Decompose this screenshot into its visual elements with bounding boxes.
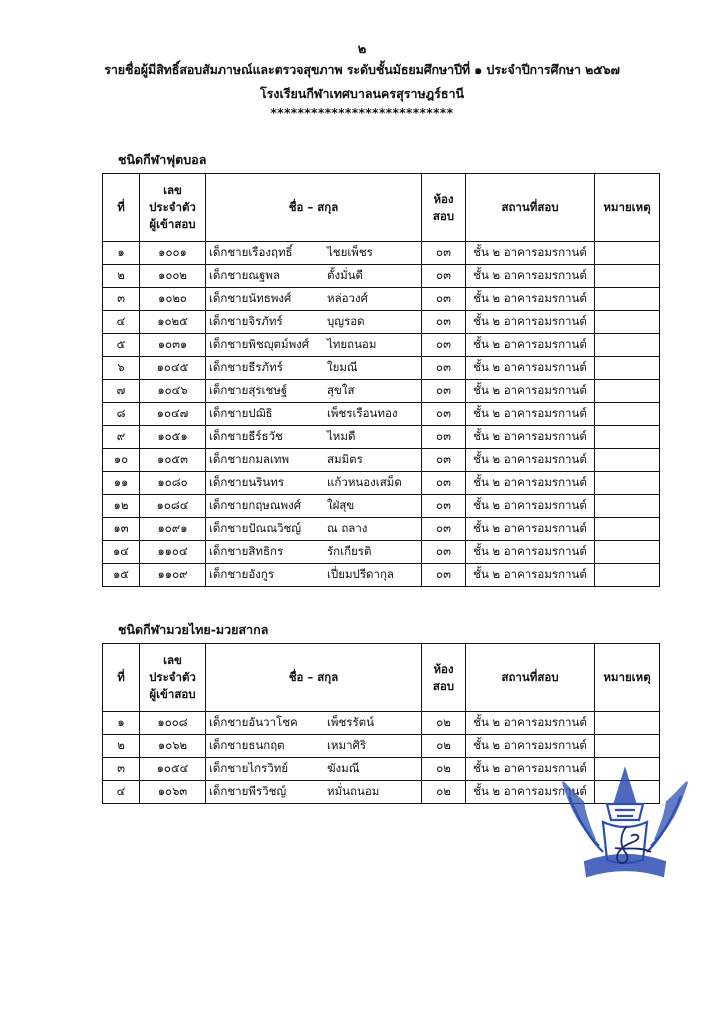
table-row bbox=[103, 288, 660, 311]
section-title-boxing: ชนิดกีฬามวยไทย-มวยสากล bbox=[118, 622, 269, 637]
table-row bbox=[103, 380, 660, 403]
exam-location: ชั้น ๒ อาคารอมรกานต์ bbox=[466, 712, 595, 735]
candidate-first-name: เด็กชายนัทธพงศ์ bbox=[209, 291, 292, 305]
candidate-last-name: เปี่ยมปรีดากุล bbox=[327, 567, 394, 581]
exam-room: ๐๒ bbox=[422, 781, 466, 804]
exam-room: ๐๓ bbox=[422, 518, 466, 541]
row-number: ๗ bbox=[103, 380, 140, 403]
candidate-name bbox=[206, 781, 422, 804]
remark-cell bbox=[595, 380, 660, 403]
exam-location: ชั้น ๒ อาคารอมรกานต์ bbox=[466, 242, 595, 265]
candidate-first-name: เด็กชายธีร์ธวัช bbox=[209, 429, 283, 443]
exam-room: ๐๓ bbox=[422, 403, 466, 426]
candidate-last-name: ใยมณี bbox=[327, 360, 358, 374]
exam-room: ๐๓ bbox=[422, 449, 466, 472]
exam-location: ชั้น ๒ อาคารอมรกานต์ bbox=[466, 518, 595, 541]
candidate-first-name: เด็กชายกฤษณพงศ์ bbox=[209, 498, 302, 512]
table-row bbox=[103, 495, 660, 518]
candidate-name bbox=[206, 357, 422, 380]
table-row bbox=[103, 735, 660, 758]
exam-location: ชั้น ๒ อาคารอมรกานต์ bbox=[466, 380, 595, 403]
remark-cell bbox=[595, 495, 660, 518]
candidate-first-name: เด็กชายพิชญุตม์พงศ์ bbox=[209, 337, 310, 351]
candidate-id: ๑๐๔๖ bbox=[140, 380, 206, 403]
candidate-id: ๑๐๖๓ bbox=[140, 781, 206, 804]
candidate-last-name: ณ ถลาง bbox=[327, 521, 368, 535]
remark-cell bbox=[595, 357, 660, 380]
remark-cell bbox=[595, 403, 660, 426]
candidate-id: ๑๐๕๔ bbox=[140, 758, 206, 781]
remark-cell bbox=[595, 518, 660, 541]
candidate-last-name: ไหมดี bbox=[327, 429, 356, 443]
candidate-first-name: เด็กชายเรืองฤทธิ์ bbox=[209, 245, 293, 259]
section-title-football: ชนิดกีฬาฟุตบอล bbox=[118, 152, 207, 167]
remark-cell bbox=[595, 472, 660, 495]
exam-room: ๐๓ bbox=[422, 357, 466, 380]
candidate-id: ๑๑๐๔ bbox=[140, 541, 206, 564]
col-header-remark: หมายเหตุ bbox=[595, 644, 660, 712]
row-number: ๓ bbox=[103, 758, 140, 781]
table-row bbox=[103, 518, 660, 541]
candidate-last-name: เพ็ชรเรือนทอง bbox=[327, 406, 398, 420]
row-number: ๑๓ bbox=[103, 518, 140, 541]
candidate-id: ๑๐๐๑ bbox=[140, 242, 206, 265]
exam-room: ๐๓ bbox=[422, 564, 466, 587]
football-rows bbox=[103, 242, 660, 587]
exam-location: ชั้น ๒ อาคารอมรกานต์ bbox=[466, 449, 595, 472]
col-header-location: สถานที่สอบ bbox=[466, 644, 595, 712]
row-number: ๑๕ bbox=[103, 564, 140, 587]
exam-location: ชั้น ๒ อาคารอมรกานต์ bbox=[466, 472, 595, 495]
candidate-first-name: เด็กชายพีรวิชญ์ bbox=[209, 784, 287, 798]
candidate-name bbox=[206, 380, 422, 403]
candidate-first-name: เด็กชายสุรเชษฐ์ bbox=[209, 383, 288, 397]
exam-room: ๐๓ bbox=[422, 541, 466, 564]
remark-cell bbox=[595, 311, 660, 334]
candidate-last-name: แก้วหนองเสม็ด bbox=[327, 475, 402, 489]
candidate-name bbox=[206, 311, 422, 334]
candidate-last-name: ฆังมณี bbox=[327, 761, 360, 775]
row-number: ๒ bbox=[103, 265, 140, 288]
candidate-name bbox=[206, 265, 422, 288]
table-row bbox=[103, 357, 660, 380]
col-header-id: เลข ประจำตัว ผู้เข้าสอบ bbox=[140, 174, 206, 242]
row-number: ๔ bbox=[103, 311, 140, 334]
candidate-last-name: รักเกียรติ bbox=[327, 544, 372, 558]
exam-location: ชั้น ๒ อาคารอมรกานต์ bbox=[466, 735, 595, 758]
candidate-name bbox=[206, 334, 422, 357]
exam-room: ๐๓ bbox=[422, 311, 466, 334]
row-number: ๒ bbox=[103, 735, 140, 758]
col-header-name: ชื่อ – สกุล bbox=[206, 174, 422, 242]
exam-location: ชั้น ๒ อาคารอมรกานต์ bbox=[466, 334, 595, 357]
candidate-last-name: บุญรอด bbox=[327, 314, 365, 328]
row-number: ๘ bbox=[103, 403, 140, 426]
remark-cell bbox=[595, 564, 660, 587]
exam-location: ชั้น ๒ อาคารอมรกานต์ bbox=[466, 288, 595, 311]
remark-cell bbox=[595, 265, 660, 288]
candidate-first-name: เด็กชายธนกฤต bbox=[209, 738, 285, 752]
document-title: รายชื่อผู้มีสิทธิ์สอบสัมภาษณ์และตรวจสุขภาพ ระดับชั้นมัธยมศึกษาปีที่ ๑ ประจำปีการศึกษา ๒๕๖๗ bbox=[104, 62, 620, 77]
exam-room: ๐๒ bbox=[422, 712, 466, 735]
candidate-id: ๑๐๒๐ bbox=[140, 288, 206, 311]
exam-location: ชั้น ๒ อาคารอมรกานต์ bbox=[466, 495, 595, 518]
candidate-id: ๑๑๐๙ bbox=[140, 564, 206, 587]
candidate-name bbox=[206, 758, 422, 781]
exam-room: ๐๓ bbox=[422, 265, 466, 288]
candidate-id: ๑๐๕๓ bbox=[140, 449, 206, 472]
exam-location: ชั้น ๒ อาคารอมรกานต์ bbox=[466, 758, 595, 781]
candidate-id: ๑๐๔๗ bbox=[140, 403, 206, 426]
table-row bbox=[103, 472, 660, 495]
school-seal-icon bbox=[555, 762, 695, 892]
candidate-name bbox=[206, 495, 422, 518]
row-number: ๑๒ bbox=[103, 495, 140, 518]
row-number: ๔ bbox=[103, 781, 140, 804]
candidate-id: ๑๐๙๑ bbox=[140, 518, 206, 541]
row-number: ๖ bbox=[103, 357, 140, 380]
row-number: ๑ bbox=[103, 712, 140, 735]
exam-room: ๐๓ bbox=[422, 242, 466, 265]
candidate-last-name: เหมาศิริ bbox=[327, 738, 367, 752]
table-row bbox=[103, 426, 660, 449]
row-number: ๓ bbox=[103, 288, 140, 311]
exam-room: ๐๓ bbox=[422, 472, 466, 495]
candidate-id: ๑๐๔๕ bbox=[140, 357, 206, 380]
row-number: ๑๑ bbox=[103, 472, 140, 495]
candidate-last-name: ใฝ่สุข bbox=[327, 498, 355, 512]
row-number: ๑๔ bbox=[103, 541, 140, 564]
candidate-last-name: ไทยถนอม bbox=[327, 337, 377, 351]
table-row bbox=[103, 334, 660, 357]
col-header-id: เลข ประจำตัว ผู้เข้าสอบ bbox=[140, 644, 206, 712]
remark-cell bbox=[595, 712, 660, 735]
exam-location: ชั้น ๒ อาคารอมรกานต์ bbox=[466, 564, 595, 587]
candidate-name bbox=[206, 518, 422, 541]
candidate-first-name: เด็กชายจิรภัทร์ bbox=[209, 314, 283, 328]
col-header-no: ที่ bbox=[103, 174, 140, 242]
football-table bbox=[102, 173, 660, 587]
remark-cell bbox=[595, 242, 660, 265]
col-header-room: ห้อง สอบ bbox=[422, 644, 466, 712]
exam-location: ชั้น ๒ อาคารอมรกานต์ bbox=[466, 541, 595, 564]
candidate-first-name: เด็กชายปัณณวิชญ์ bbox=[209, 521, 302, 535]
col-header-no: ที่ bbox=[103, 644, 140, 712]
remark-cell bbox=[595, 541, 660, 564]
candidate-last-name: เพ็ชรรัตน์ bbox=[327, 715, 374, 729]
candidate-name bbox=[206, 541, 422, 564]
table-row bbox=[103, 403, 660, 426]
exam-room: ๐๒ bbox=[422, 758, 466, 781]
remark-cell bbox=[595, 735, 660, 758]
remark-cell bbox=[595, 288, 660, 311]
candidate-last-name: หมั่นถนอม bbox=[327, 784, 380, 798]
candidate-first-name: เด็กชายกมลเทพ bbox=[209, 452, 290, 466]
candidate-last-name: ตั้งมั่นดี bbox=[327, 268, 363, 282]
candidate-last-name: สมมิตร bbox=[327, 452, 363, 466]
col-header-name: ชื่อ – สกุล bbox=[206, 644, 422, 712]
exam-room: ๐๓ bbox=[422, 380, 466, 403]
candidate-name bbox=[206, 426, 422, 449]
page-number: ๒ bbox=[357, 42, 367, 57]
row-number: ๕ bbox=[103, 334, 140, 357]
exam-location: ชั้น ๒ อาคารอมรกานต์ bbox=[466, 265, 595, 288]
candidate-first-name: เด็กชายณฐพล bbox=[209, 268, 281, 282]
table-row bbox=[103, 265, 660, 288]
table-row bbox=[103, 712, 660, 735]
remark-cell bbox=[595, 449, 660, 472]
candidate-id: ๑๐๘๔ bbox=[140, 495, 206, 518]
table-row bbox=[103, 541, 660, 564]
exam-location: ชั้น ๒ อาคารอมรกานต์ bbox=[466, 781, 595, 804]
candidate-id: ๑๐๘๐ bbox=[140, 472, 206, 495]
candidate-id: ๑๐๐๘ bbox=[140, 712, 206, 735]
exam-room: ๐๓ bbox=[422, 334, 466, 357]
candidate-last-name: สุขใส bbox=[327, 383, 355, 397]
candidate-name bbox=[206, 472, 422, 495]
col-header-location: สถานที่สอบ bbox=[466, 174, 595, 242]
candidate-id: ๑๐๒๕ bbox=[140, 311, 206, 334]
row-number: ๙ bbox=[103, 426, 140, 449]
candidate-id: ๑๐๕๑ bbox=[140, 426, 206, 449]
exam-location: ชั้น ๒ อาคารอมรกานต์ bbox=[466, 403, 595, 426]
row-number: ๑ bbox=[103, 242, 140, 265]
candidate-first-name: เด็กชายอันวาโชค bbox=[209, 715, 298, 729]
table-row bbox=[103, 242, 660, 265]
candidate-name bbox=[206, 564, 422, 587]
exam-room: ๐๓ bbox=[422, 426, 466, 449]
candidate-id: ๑๐๐๒ bbox=[140, 265, 206, 288]
candidate-last-name: ไชยเพ็ชร bbox=[327, 245, 373, 259]
candidate-first-name: เด็กชายนรินทร bbox=[209, 475, 285, 489]
exam-room: ๐๓ bbox=[422, 288, 466, 311]
col-header-room: ห้อง สอบ bbox=[422, 174, 466, 242]
exam-location: ชั้น ๒ อาคารอมรกานต์ bbox=[466, 357, 595, 380]
candidate-id: ๑๐๖๒ bbox=[140, 735, 206, 758]
candidate-name bbox=[206, 712, 422, 735]
exam-room: ๐๓ bbox=[422, 495, 466, 518]
candidate-first-name: เด็กชายธีรภัทร์ bbox=[209, 360, 283, 374]
candidate-first-name: เด็กชายอังกูร bbox=[209, 567, 275, 581]
candidate-last-name: หล่อวงศ์ bbox=[327, 291, 368, 305]
candidate-name bbox=[206, 242, 422, 265]
col-header-remark: หมายเหตุ bbox=[595, 174, 660, 242]
table-row bbox=[103, 311, 660, 334]
school-name: โรงเรียนกีฬาเทศบาลนครสุราษฎร์ธานี bbox=[259, 86, 465, 101]
exam-room: ๐๒ bbox=[422, 735, 466, 758]
row-number: ๑๐ bbox=[103, 449, 140, 472]
exam-location: ชั้น ๒ อาคารอมรกานต์ bbox=[466, 311, 595, 334]
candidate-first-name: เด็กชายปฌิธิ bbox=[209, 406, 273, 420]
candidate-name bbox=[206, 449, 422, 472]
exam-location: ชั้น ๒ อาคารอมรกานต์ bbox=[466, 426, 595, 449]
candidate-id: ๑๐๓๑ bbox=[140, 334, 206, 357]
table-row bbox=[103, 564, 660, 587]
table-row bbox=[103, 449, 660, 472]
candidate-name bbox=[206, 288, 422, 311]
separator-line: *************************** bbox=[270, 106, 454, 120]
candidate-first-name: เด็กชายสิทธิกร bbox=[209, 544, 284, 558]
candidate-name bbox=[206, 403, 422, 426]
remark-cell bbox=[595, 334, 660, 357]
candidate-first-name: เด็กชายไกรวิทย์ bbox=[209, 761, 289, 775]
remark-cell bbox=[595, 426, 660, 449]
candidate-name bbox=[206, 735, 422, 758]
